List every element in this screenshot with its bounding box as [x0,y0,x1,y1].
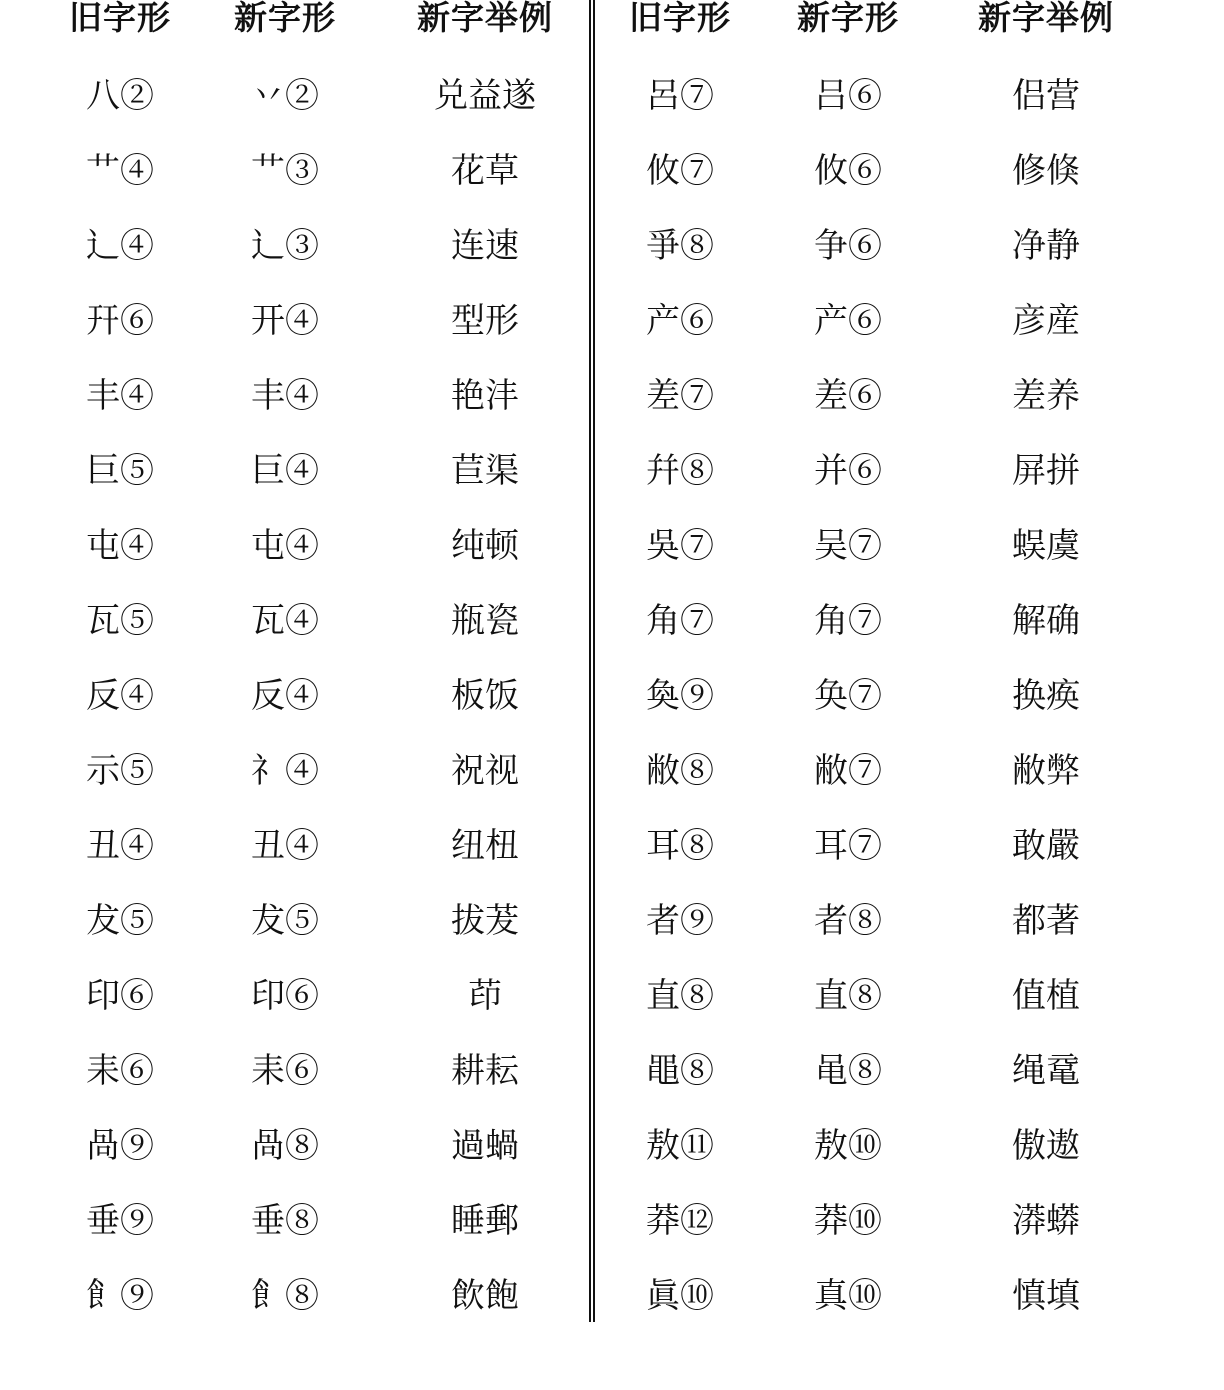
examples-cell: 兑益遂 [434,76,536,116]
old-form-cell: 敝⑧ [646,751,714,791]
old-form-cell: 反④ [86,676,154,716]
examples-cell: 连速 [451,226,519,266]
examples-cell: 蜈虞 [1012,526,1080,566]
header-new-examples: 新字举例 [978,0,1114,37]
old-form-cell: 示⑤ [86,751,154,791]
examples-cell: 值植 [1012,976,1080,1016]
examples-cell: 過蝸 [451,1126,519,1166]
examples-cell: 睡郵 [451,1201,519,1241]
header-new-examples: 新字举例 [417,0,553,37]
header-new-form: 新字形 [234,0,336,37]
old-form-cell: 攸⑦ [646,151,714,191]
examples-cell: 侣营 [1012,76,1080,116]
new-form-cell: 直⑧ [814,976,882,1016]
old-form-cell: 耳⑧ [646,826,714,866]
new-form-cell: 并⑥ [814,451,882,491]
new-form-cell: 垂⑧ [251,1201,319,1241]
examples-cell: 傲遨 [1012,1126,1080,1166]
new-form-cell: 莽⑩ [814,1201,882,1241]
new-form-cell: 巨④ [251,451,319,491]
old-form-cell: 角⑦ [646,601,714,641]
old-form-cell: 艹④ [86,151,154,191]
examples-cell: 换痪 [1012,676,1080,716]
header-old-form: 旧字形 [69,0,171,37]
new-form-cell: 礻④ [251,751,319,791]
new-form-cell: 者⑧ [814,901,882,941]
examples-cell: 纽杻 [451,826,519,866]
old-form-cell: 奐⑨ [646,676,714,716]
old-form-cell: 呂⑦ [646,76,714,116]
new-form-cell: 耒⑥ [251,1051,319,1091]
old-form-cell: 差⑦ [646,376,714,416]
header-old-form: 旧字形 [629,0,731,37]
examples-cell: 艳沣 [451,376,519,416]
old-form-cell: 直⑧ [646,976,714,1016]
double-divider-line [589,0,595,1322]
old-form-cell: 屯④ [86,526,154,566]
old-form-cell: 者⑨ [646,901,714,941]
examples-cell: 耕耘 [451,1051,519,1091]
examples-cell: 纯顿 [451,526,519,566]
examples-cell: 型形 [451,301,519,341]
new-form-cell: 犮⑤ [251,901,319,941]
old-form-cell: 幵⑥ [86,301,154,341]
new-form-cell: 角⑦ [814,601,882,641]
new-form-cell: 艹③ [251,151,319,191]
old-form-cell: 八② [86,76,154,116]
examples-cell: 差养 [1012,376,1080,416]
old-form-cell: 黽⑧ [646,1051,714,1091]
old-form-cell: 丰④ [86,376,154,416]
examples-cell: 慎填 [1012,1276,1080,1316]
examples-cell: 苣渠 [451,451,519,491]
examples-cell: 净静 [1012,226,1080,266]
old-form-cell: 巨⑤ [86,451,154,491]
header-new-form: 新字形 [797,0,899,37]
new-form-cell: 丰④ [251,376,319,416]
new-form-cell: 攸⑥ [814,151,882,191]
new-form-cell: 差⑥ [814,376,882,416]
new-form-cell: 吴⑦ [814,526,882,566]
examples-cell: 都著 [1012,901,1080,941]
old-form-cell: 瓦⑤ [86,601,154,641]
new-form-cell: 敖⑩ [814,1126,882,1166]
examples-cell: 敢嚴 [1012,826,1080,866]
examples-cell: 茚 [468,976,502,1016]
examples-cell: 屏拼 [1012,451,1080,491]
new-form-cell: 奂⑦ [814,676,882,716]
examples-cell: 飲飽 [451,1276,519,1316]
old-form-cell: 眞⑩ [646,1276,714,1316]
new-form-cell: 反④ [251,676,319,716]
old-form-cell: 耒⑥ [86,1051,154,1091]
examples-cell: 花草 [451,151,519,191]
examples-cell: 瓶瓷 [451,601,519,641]
old-form-cell: 爭⑧ [646,226,714,266]
examples-cell: 修倏 [1012,151,1080,191]
new-form-cell: 争⑥ [814,226,882,266]
examples-cell: 漭蟒 [1012,1201,1080,1241]
new-form-cell: 吕⑥ [814,76,882,116]
new-form-cell: 咼⑧ [251,1126,319,1166]
old-form-cell: 垂⑨ [86,1201,154,1241]
old-form-cell: 丑④ [86,826,154,866]
old-form-cell: 产⑥ [646,301,714,341]
examples-cell: 板饭 [451,676,519,716]
new-form-cell: 瓦④ [251,601,319,641]
examples-cell: 解确 [1012,601,1080,641]
new-form-cell: 辶③ [251,226,319,266]
examples-cell: 拔茇 [451,901,519,941]
new-form-cell: 屯④ [251,526,319,566]
old-form-cell: 莽⑫ [646,1201,714,1241]
new-form-cell: 产⑥ [814,301,882,341]
old-form-cell: 飠⑨ [86,1276,154,1316]
old-form-cell: 吳⑦ [646,526,714,566]
old-form-cell: 幷⑧ [646,451,714,491]
new-form-cell: 飠⑧ [251,1276,319,1316]
old-form-cell: 印⑥ [86,976,154,1016]
examples-cell: 绳鼋 [1012,1051,1080,1091]
new-form-cell: 印⑥ [251,976,319,1016]
new-form-cell: 丑④ [251,826,319,866]
new-form-cell: 敝⑦ [814,751,882,791]
examples-cell: 彦産 [1012,301,1080,341]
old-form-cell: 辶④ [86,226,154,266]
old-form-cell: 咼⑨ [86,1126,154,1166]
examples-cell: 祝视 [451,751,519,791]
examples-cell: 敝弊 [1012,751,1080,791]
old-form-cell: 犮⑤ [86,901,154,941]
new-form-cell: 开④ [251,301,319,341]
new-form-cell: 真⑩ [814,1276,882,1316]
new-form-cell: 丷② [251,76,319,116]
old-form-cell: 敖⑪ [646,1126,714,1166]
new-form-cell: 黾⑧ [814,1051,882,1091]
new-form-cell: 耳⑦ [814,826,882,866]
